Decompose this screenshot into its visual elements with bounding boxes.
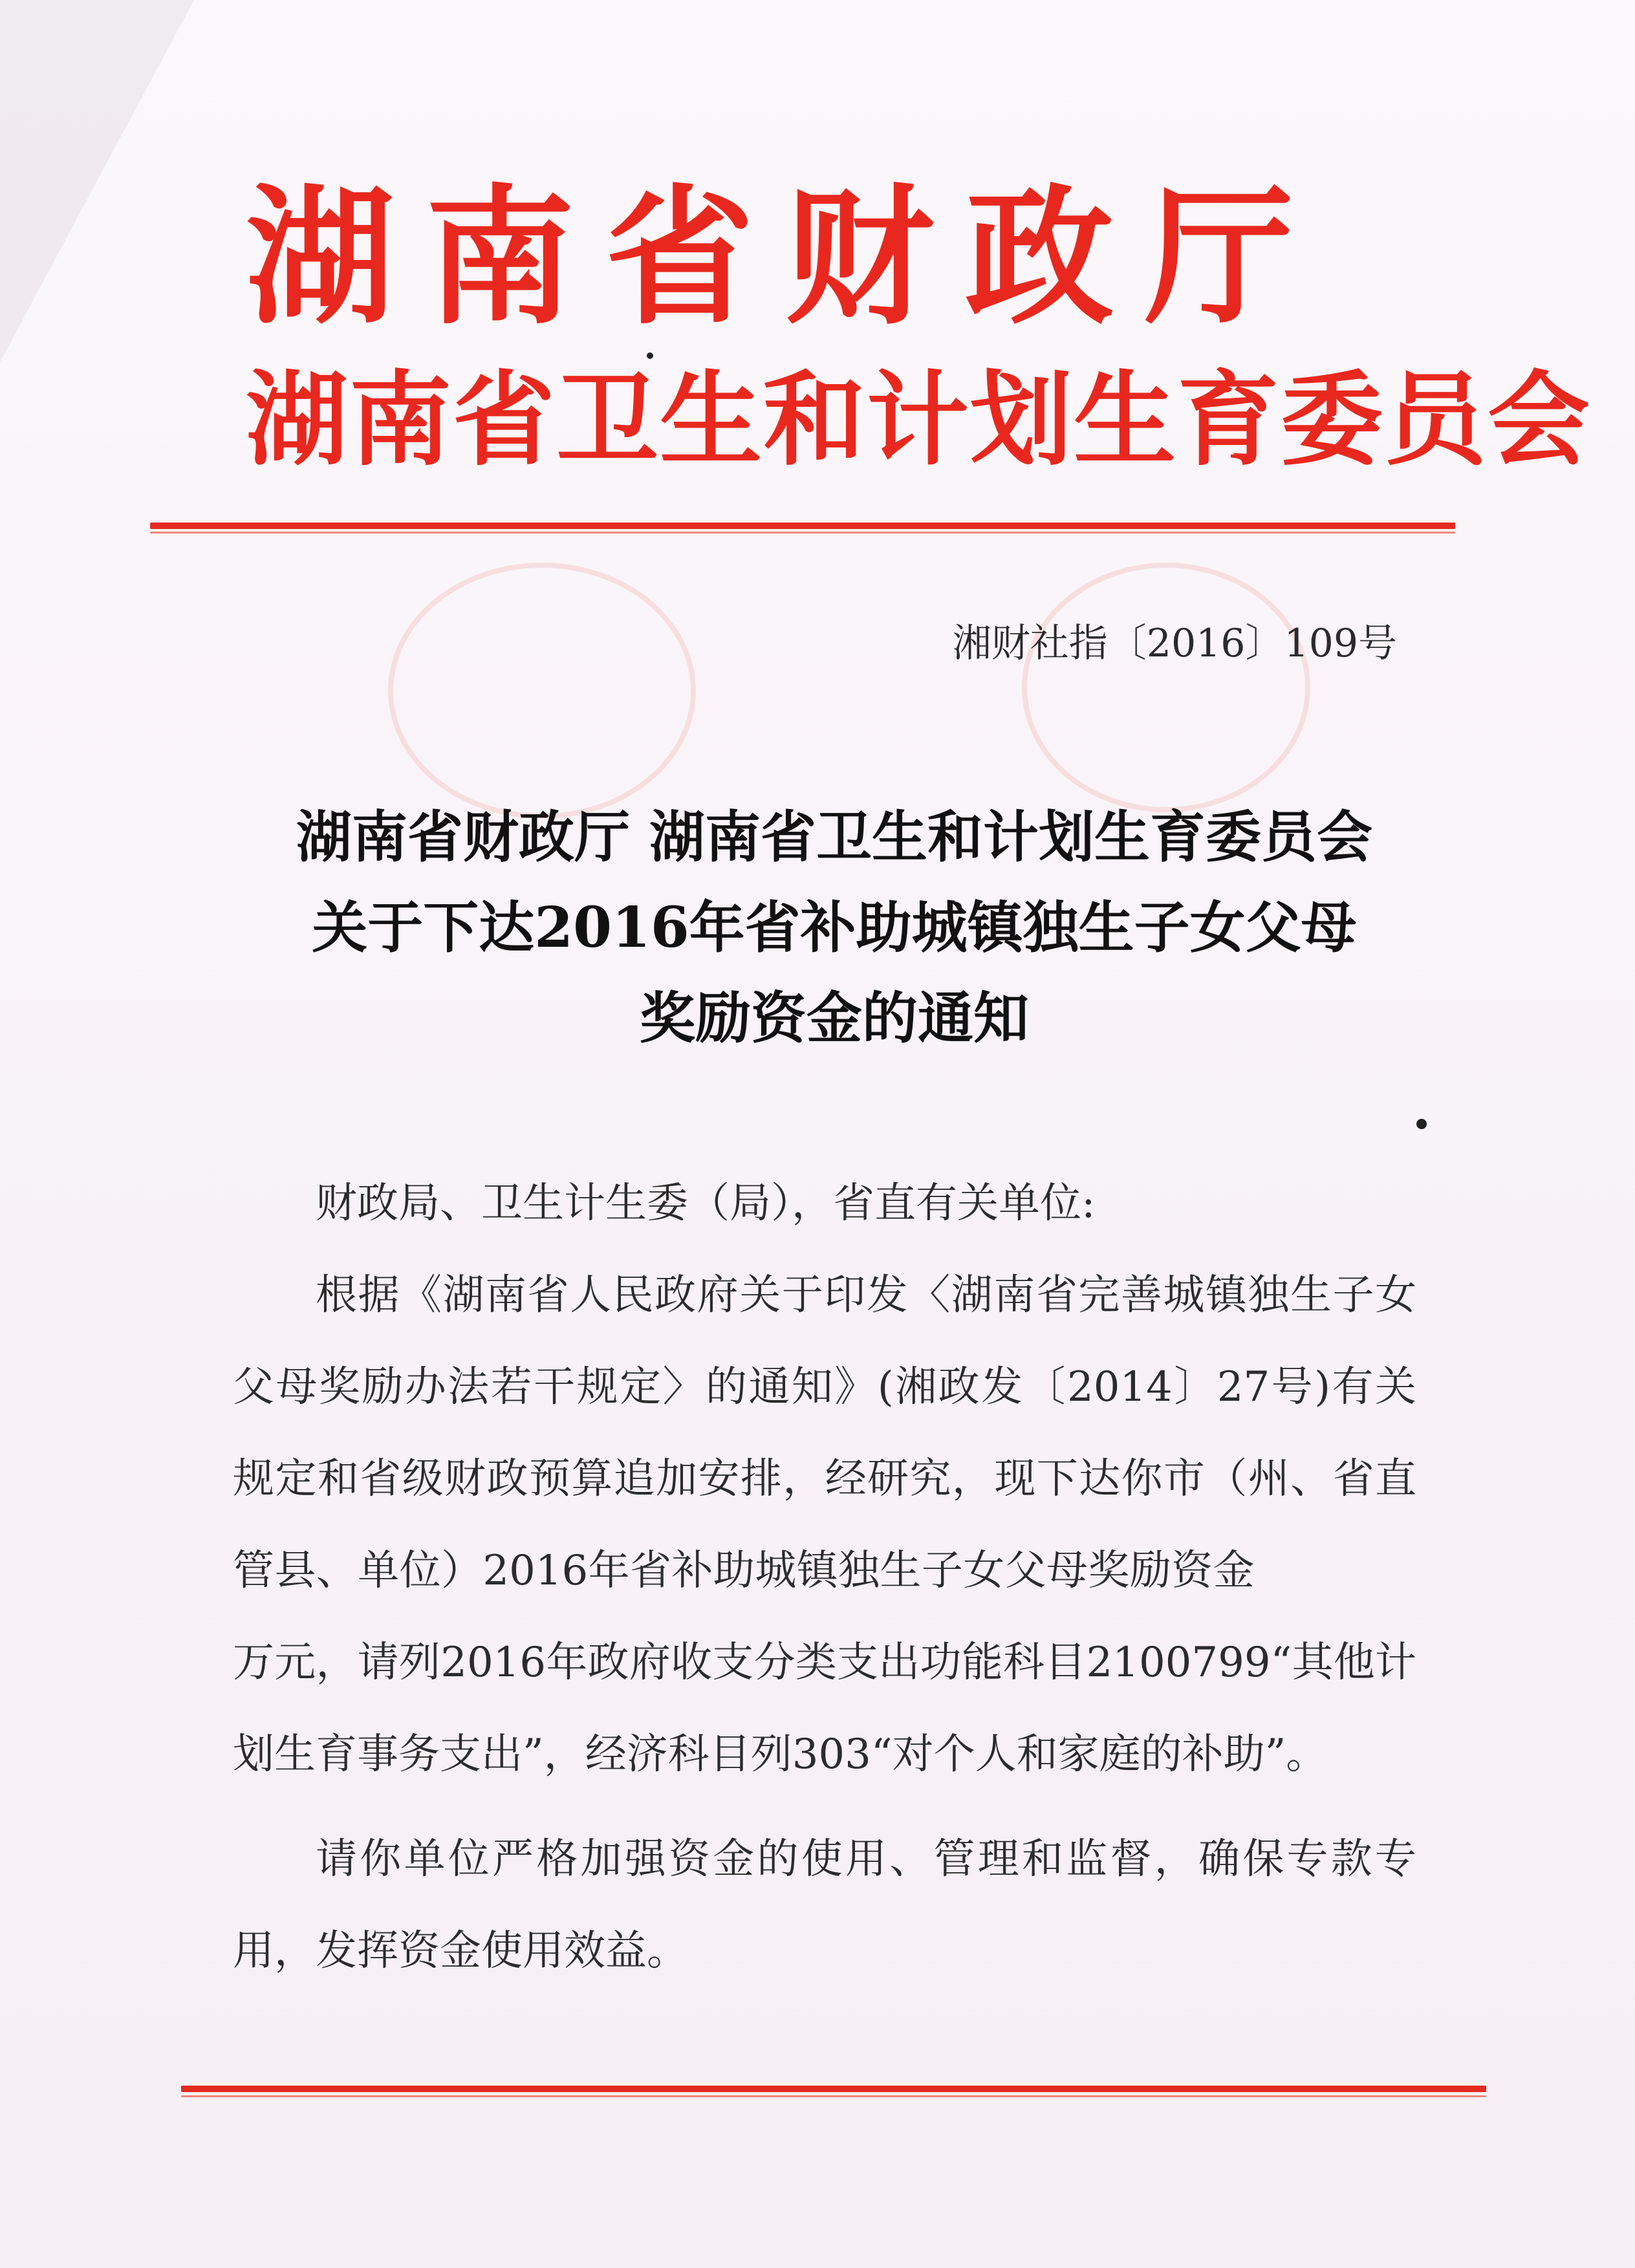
salutation: 财政局、卫生计生委（局），省直有关单位: xyxy=(316,1180,1096,1227)
paragraph-1-part-1: 根据《湖南省人民政府关于印发〈湖南省完善城镇独生子女父母奖励办法若干规定〉的通知》(湘政发〔2014〕27号)有关规定和省级财政预算追加安排，经研究，现下达你市（州、省直管县、单位）2016年省补助城镇独生子女父母奖励资金 xyxy=(233,1271,1416,1595)
document-title xyxy=(149,792,1520,1064)
title-line-2: 关于下达2016年省补助城镇独生子女父母 xyxy=(312,895,1357,960)
footer-red-rule xyxy=(181,2086,1486,2092)
title-line-1: 湖南省财政厅 湖南省卫生和计划生育委员会 xyxy=(296,805,1372,870)
bleed-through-seal xyxy=(388,563,696,819)
ink-speck xyxy=(1416,1119,1427,1129)
header-red-rule xyxy=(150,523,1455,529)
title-line-3: 奖励资金的通知 xyxy=(640,986,1029,1051)
document-number: 湘财社指〔2016〕109号 xyxy=(952,621,1397,666)
paragraph-1-part-2: 万元，请列2016年政府收支分类支出功能科目2100799“其他计划生育事务支出”，经济科目列303“对个人和家庭的补助”。 xyxy=(233,1639,1416,1778)
footer-red-rule-thin xyxy=(181,2095,1486,2097)
paragraph-2: 请你单位严格加强资金的使用、管理和监督，确保专款专用，发挥资金使用效益。 xyxy=(233,1835,1416,1975)
ink-speck xyxy=(647,352,653,359)
paragraph-1 xyxy=(233,1249,1416,1800)
issuer-header-health: 湖南省卫生和计划生育委员会 xyxy=(246,361,1591,480)
document-body xyxy=(233,1158,1416,1997)
header-red-rule-thin xyxy=(150,532,1455,534)
issuer-header-finance: 湖南省财政厅 xyxy=(246,172,1325,345)
page-fold-shadow xyxy=(0,0,194,362)
bleed-through-seal xyxy=(1022,563,1310,812)
